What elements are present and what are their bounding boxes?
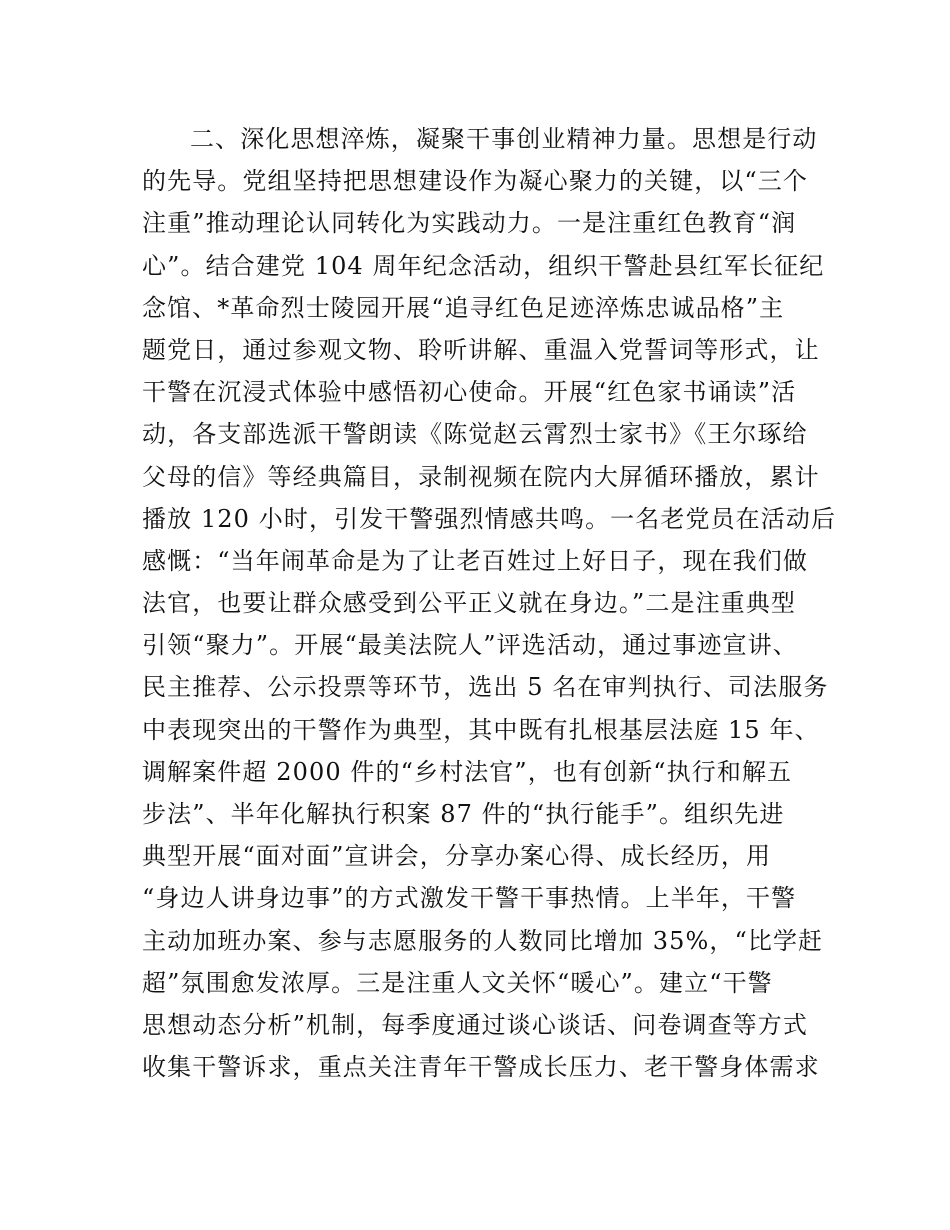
- paragraph-line: 父母的信》等经典篇目，录制视频在院内大屏循环播放，累计: [142, 462, 820, 491]
- paragraph-line: 民主推荐、公示投票等环节，选出 5 名在审判执行、司法服务: [142, 673, 829, 702]
- paragraph-line: 的先导。党组坚持把思想建设作为凝心聚力的关键，以“三个: [142, 167, 808, 196]
- paragraph-line: 典型开展“面对面”宣讲会，分享办案心得、成长经历，用: [142, 842, 772, 871]
- paragraph-line: 引领“聚力”。开展“最美法院人”评选活动，通过事迹宣讲、: [142, 631, 798, 660]
- paragraph-line: 调解案件超 2000 件的“乡村法官”，也有创新“执行和解五: [142, 757, 793, 786]
- paragraph-line: 法官，也要让群众感受到公平正义就在身边。”二是注重典型: [142, 589, 796, 618]
- paragraph-line: 注重”推动理论认同转化为实践动力。一是注重红色教育“润: [142, 209, 797, 238]
- paragraph-line: 主动加班办案、参与志愿服务的人数同比增加 35%，“比学赶: [142, 926, 824, 955]
- paragraph-line: 动，各支部选派干警朗读《陈觉赵云霄烈士家书》《王尔琢给: [142, 420, 808, 449]
- paragraph-line: 步法”、半年化解执行积案 87 件的“执行能手”。组织先进: [142, 800, 785, 828]
- body-paragraph: [142, 118, 837, 1088]
- paragraph-line: 超”氛围愈发浓厚。三是注重人文关怀“暖心”。建立“干警: [142, 968, 773, 997]
- paragraph-line: 念馆、*革命烈士陵园开展“追寻红色足迹淬炼忠诚品格”主: [142, 293, 785, 322]
- paragraph-line: 二、深化思想淬炼，凝聚干事创业精神力量。思想是行动: [190, 125, 818, 153]
- paragraph-line: 收集干警诉求，重点关注青年干警成长压力、老干警身体需求: [142, 1053, 820, 1082]
- paragraph-line: 干警在沉浸式体验中感悟初心使命。开展“红色家书诵读”活: [142, 378, 797, 407]
- paragraph-line: 播放 120 小时，引发干警强烈情感共鸣。一名老党员在活动后: [142, 504, 837, 533]
- paragraph-line: 中表现突出的干警作为典型，其中既有扎根基层法庭 15 年、: [142, 715, 820, 744]
- paragraph-line: 思想动态分析”机制，每季度通过谈心谈话、问卷调查等方式: [142, 1010, 808, 1039]
- paragraph-line: 心”。结合建党 104 周年纪念活动，组织干警赴县红军长征纪: [142, 251, 825, 280]
- paragraph-line: 题党日，通过参观文物、聆听讲解、重温入党誓词等形式，让: [142, 335, 820, 364]
- paragraph-line: 感慨：“当年闹革命是为了让老百姓过上好日子，现在我们做: [142, 546, 808, 575]
- paragraph-line: “身边人讲身边事”的方式激发干警干事热情。上半年，干警: [142, 884, 797, 913]
